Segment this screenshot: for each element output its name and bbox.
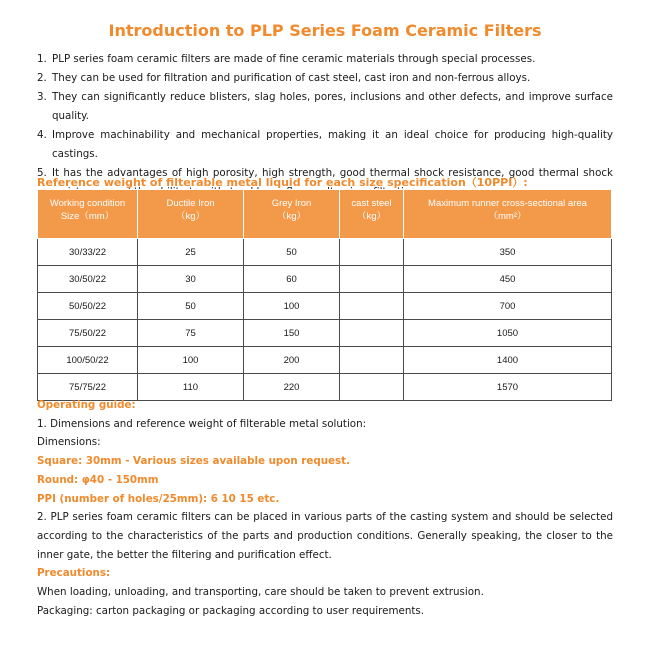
guide-item-1: 1. Dimensions and reference weight of filterable metal solution: xyxy=(37,417,367,430)
table-cell xyxy=(340,266,404,293)
table-row xyxy=(38,347,612,374)
table-cell xyxy=(340,293,404,320)
intro-item xyxy=(37,50,613,69)
table-row xyxy=(38,293,612,320)
table-cell: 350 xyxy=(404,239,612,266)
table-cell: 50 xyxy=(244,239,340,266)
table-title: Reference weight of filterable metal liquid for each size specification（10PPI）: xyxy=(37,176,528,189)
table-cell: 700 xyxy=(404,293,612,320)
header-working-condition xyxy=(38,190,138,239)
intro-item-number: 1. xyxy=(37,53,47,65)
round-size: Round: φ40 - 150mm xyxy=(37,473,159,486)
header-line: Maximum runner cross-sectional area xyxy=(428,198,587,209)
header-grey-iron xyxy=(244,190,340,239)
table-cell: 75/50/22 xyxy=(38,320,138,347)
intro-item-text: Improve machinability and mechanical properties, making it an ideal choice for producing high-quality castings. xyxy=(52,129,613,160)
table-cell: 1400 xyxy=(404,347,612,374)
header-line: cast steel xyxy=(351,198,392,209)
header-line: Grey Iron xyxy=(271,198,312,209)
intro-item-number: 4. xyxy=(37,129,47,141)
table-cell: 60 xyxy=(244,266,340,293)
dimensions-label: Dimensions: xyxy=(37,436,101,449)
guide-section xyxy=(37,396,613,620)
header-line: Size（mm） xyxy=(60,211,115,222)
table-cell: 50 xyxy=(138,293,244,320)
table-cell: 75/75/22 xyxy=(38,374,138,401)
table-cell xyxy=(340,347,404,374)
intro-item xyxy=(37,88,613,126)
packaging-line: Packaging: carton packaging or packaging according to user requirements. xyxy=(37,604,425,617)
header-line: （kg） xyxy=(175,211,206,222)
intro-item-number: 5. xyxy=(37,167,47,179)
spec-table xyxy=(37,189,612,401)
table-cell: 1570 xyxy=(404,374,612,401)
header-line: Ductile Iron xyxy=(166,198,215,209)
header-line: （kg） xyxy=(356,211,387,222)
table-cell: 100 xyxy=(244,293,340,320)
intro-item-text: They can be used for filtration and purification of cast steel, cast iron and non-ferrous alloys. xyxy=(52,72,531,84)
table-cell: 200 xyxy=(244,347,340,374)
guide-item-2: 2. PLP series foam ceramic filters can be placed in various parts of the casting system and should be selected according to the characteristics of the parts and production conditions. Generally speaking, the closer to the inner gate, the better the filtering and purification effect. xyxy=(37,511,613,561)
table-cell: 150 xyxy=(244,320,340,347)
operating-guide-heading: Operating guide: xyxy=(37,399,136,411)
header-line: （mm²） xyxy=(488,211,527,222)
precautions-heading: Precautions: xyxy=(37,567,111,580)
table-cell: 100/50/22 xyxy=(38,347,138,374)
table-cell: 110 xyxy=(138,374,244,401)
intro-item-text: They can significantly reduce blisters, slag holes, pores, inclusions and other defects, and improve surface quality. xyxy=(52,91,613,122)
table-cell: 220 xyxy=(244,374,340,401)
table-cell: 75 xyxy=(138,320,244,347)
header-line: Working condition xyxy=(49,198,126,209)
table-cell: 100 xyxy=(138,347,244,374)
page-title: Introduction to PLP Series Foam Ceramic Filters xyxy=(108,21,542,40)
ppi-values: PPI (number of holes/25mm): 6 10 15 etc. xyxy=(37,492,280,505)
table-cell: 30 xyxy=(138,266,244,293)
table-header-row xyxy=(38,190,612,239)
table-cell: 25 xyxy=(138,239,244,266)
table-cell: 450 xyxy=(404,266,612,293)
intro-item-number: 3. xyxy=(37,91,47,103)
table-cell: 1050 xyxy=(404,320,612,347)
header-runner-area xyxy=(404,190,612,239)
table-cell: 30/50/22 xyxy=(38,266,138,293)
header-ductile-iron xyxy=(138,190,244,239)
intro-item-number: 2. xyxy=(37,72,47,84)
table-cell: 50/50/22 xyxy=(38,293,138,320)
header-line: （kg） xyxy=(276,211,307,222)
table-cell xyxy=(340,239,404,266)
intro-item-text: PLP series foam ceramic filters are made of fine ceramic materials through special processes. xyxy=(52,53,536,65)
precaution-line: When loading, unloading, and transporting, care should be taken to prevent extrusion. xyxy=(37,586,484,599)
intro-item-text: It has the advantages of high porosity, high strength, good thermal shock resistance, good thermal shock xyxy=(52,167,613,179)
square-size: Square: 30mm - Various sizes available upon request. xyxy=(37,455,350,468)
intro-item xyxy=(37,69,613,88)
table-cell xyxy=(340,320,404,347)
intro-item xyxy=(37,126,613,164)
table-row xyxy=(38,239,612,266)
table-row xyxy=(38,266,612,293)
header-cast-steel xyxy=(340,190,404,239)
table-row xyxy=(38,320,612,347)
table-cell: 30/33/22 xyxy=(38,239,138,266)
